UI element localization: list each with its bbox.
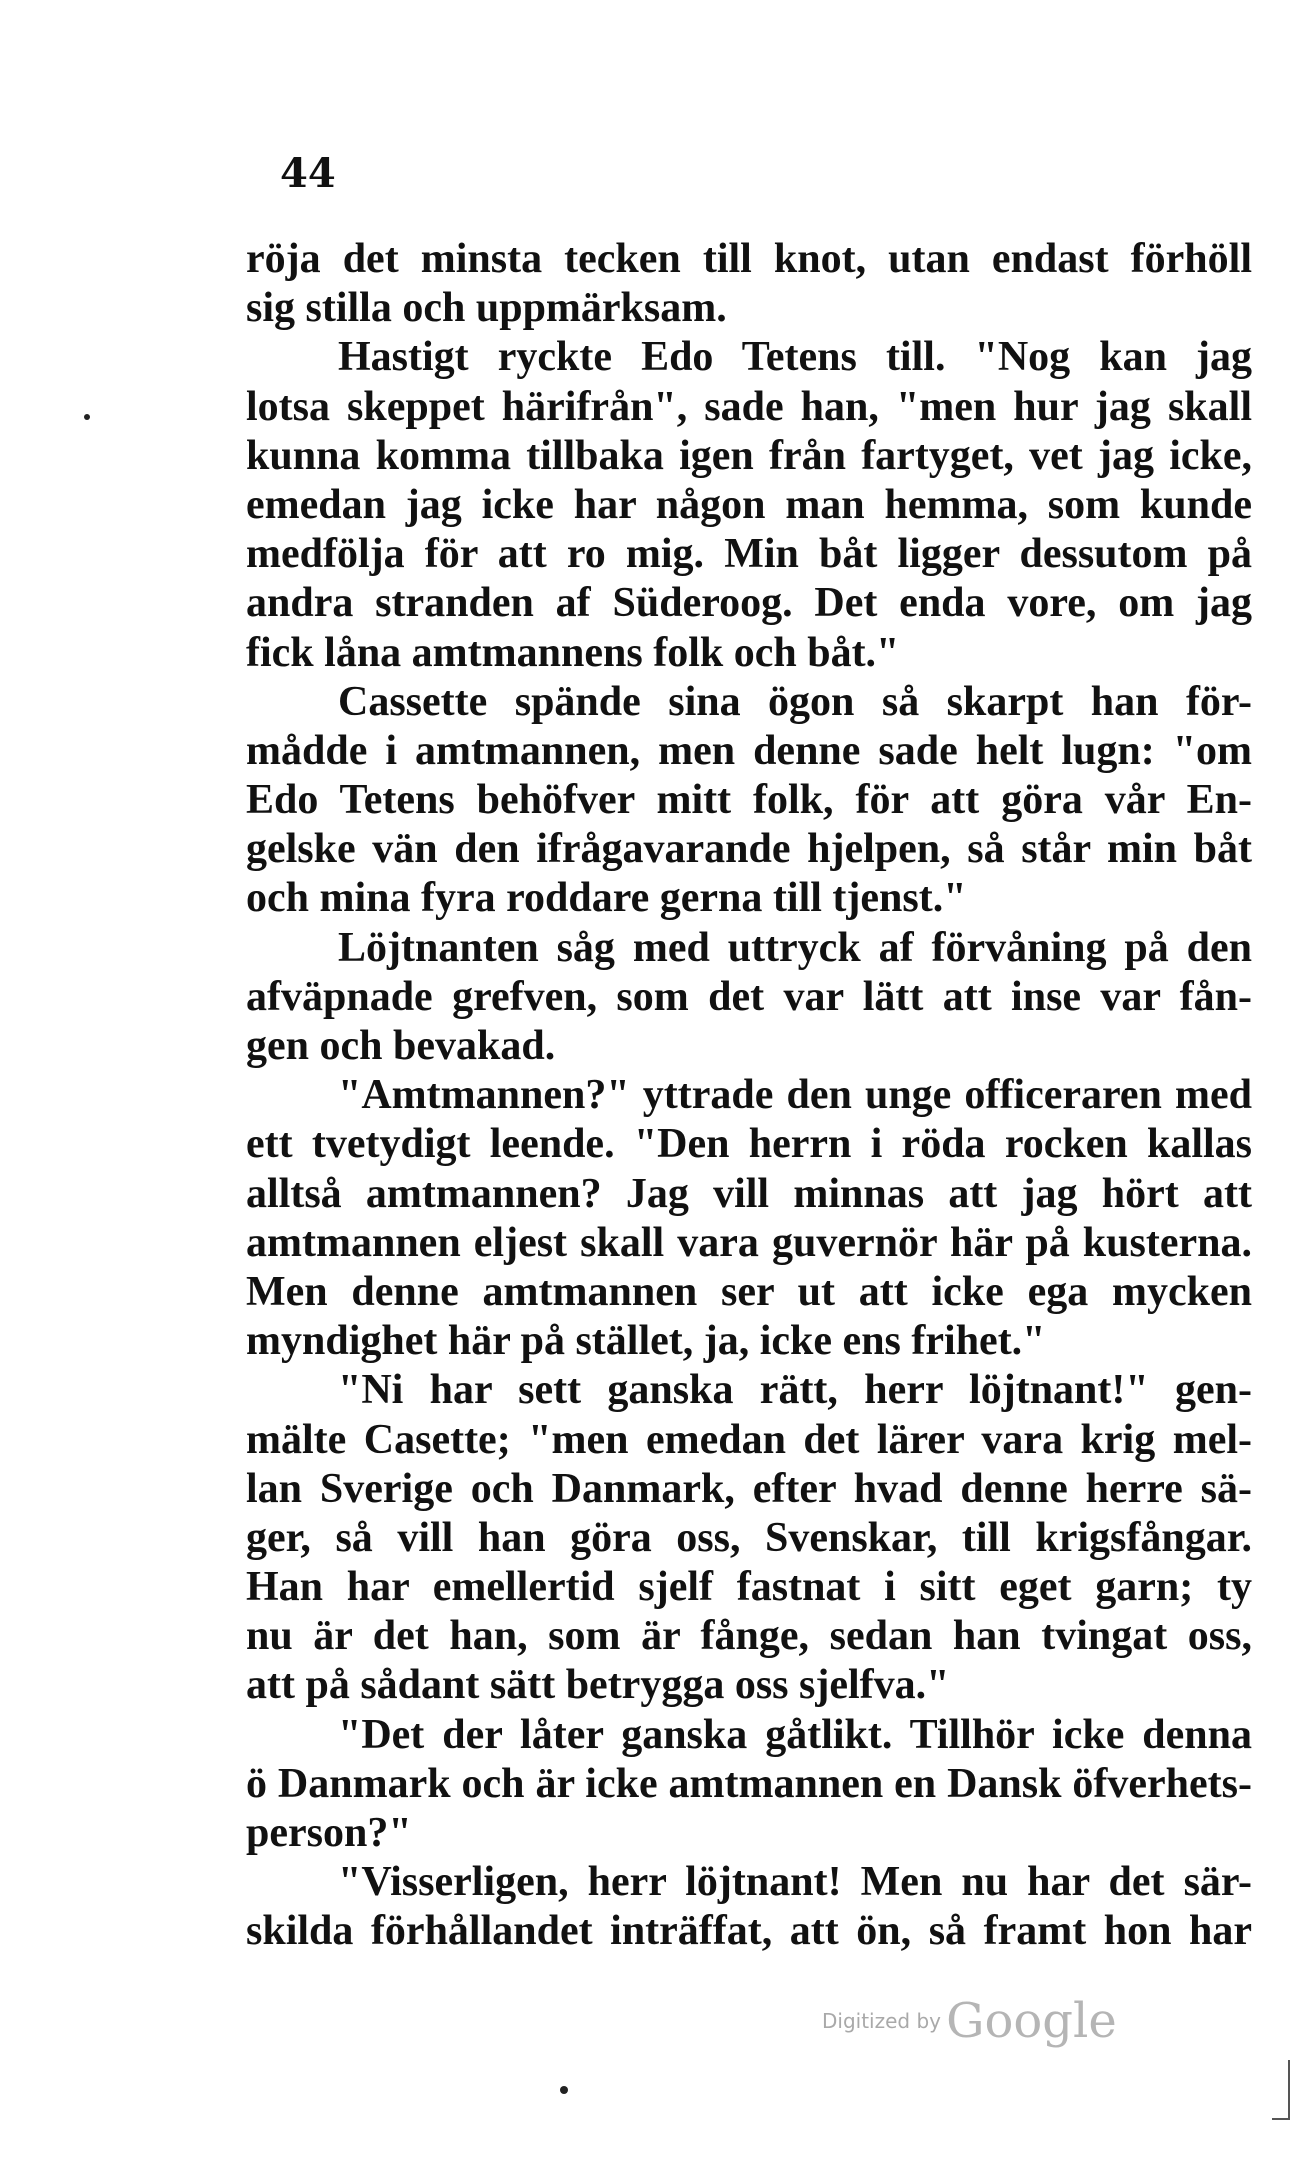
page-edge-mark <box>1288 2060 1290 2120</box>
text-line: Löjtnanten såg med uttryck af förvåning på den <box>338 924 1252 971</box>
text-line: afväpnade grefven, som det var lätt att inse var fån- <box>246 973 1252 1020</box>
text-line: nu är det han, som är fånge, sedan han tvingat oss, <box>246 1613 1252 1660</box>
scan-speck-bottom <box>560 2086 568 2094</box>
text-line: ger, så vill han göra oss, Svenskar, till krigsfångar. <box>246 1514 1252 1561</box>
text-line: alltså amtmannen? Jag vill minnas att jag hört att <box>246 1170 1252 1217</box>
text-line: andra stranden af Süderoog. Det enda vore, om jag <box>246 580 1252 627</box>
text-line: "Ni har sett ganska rätt, herr löjtnant!" gen- <box>338 1367 1252 1414</box>
text-line: Men denne amtmannen ser ut att icke ega mycken <box>246 1268 1252 1315</box>
text-line: myndighet här på stället, ja, icke ens frihet." <box>246 1318 1046 1365</box>
text-line: amtmannen eljest skall vara guvernör här på kusterna. <box>246 1219 1252 1266</box>
text-line: mådde i amtmannen, men denne sade helt lugn: "om <box>246 727 1252 774</box>
page-number: 44 <box>280 150 336 197</box>
text-line: och mina fyra roddare gerna till tjenst." <box>246 875 967 922</box>
text-line: ö Danmark och är icke amtmannen en Dansk öfverhets- <box>246 1760 1252 1807</box>
text-line: emedan jag icke har någon man hemma, som kunde <box>246 481 1252 528</box>
text-line: fick låna amtmannens folk och båt." <box>246 629 900 676</box>
text-line: lotsa skeppet härifrån", sade han, "men hur jag skall <box>246 383 1252 430</box>
text-line: lan Sverige och Danmark, efter hvad denne herre sä- <box>246 1465 1252 1512</box>
text-line: medfölja för att ro mig. Min båt ligger dessutom på <box>246 531 1252 578</box>
text-line: person?" <box>246 1810 412 1856</box>
body-text <box>246 235 1252 1957</box>
text-line: kunna komma tillbaka igen från fartyget, vet jag icke, <box>246 432 1252 479</box>
google-logo-text: Google <box>946 1993 1117 2049</box>
text-line: sig stilla och uppmärksam. <box>246 285 727 332</box>
text-line: Hastigt ryckte Edo Tetens till. "Nog kan jag <box>338 334 1252 381</box>
digitized-by-label: Digitized by <box>822 2009 941 2033</box>
text-line: mälte Casette; "men emedan det lärer vara krig mel- <box>246 1416 1252 1463</box>
digitized-by-watermark <box>822 1993 1117 2049</box>
scan-speck-left <box>84 414 90 420</box>
text-line: att på sådant sätt betrygga oss sjelfva." <box>246 1662 950 1709</box>
text-line: "Amtmannen?" yttrade den unge officeraren med <box>338 1072 1252 1119</box>
text-line: Han har emellertid sjelf fastnat i sitt eget garn; ty <box>246 1564 1252 1611</box>
text-line: gelske vän den ifrågavarande hjelpen, så står min båt <box>246 826 1252 873</box>
text-line: Cassette spände sina ögon så skarpt han för- <box>338 678 1252 725</box>
text-line: ett tvetydigt leende. "Den herrn i röda rocken kallas <box>246 1121 1252 1168</box>
text-line: röja det minsta tecken till knot, utan endast förhöll <box>246 236 1252 282</box>
text-line: skilda förhållandet inträffat, att ön, så framt hon har <box>246 1908 1252 1955</box>
text-line: gen och bevakad. <box>246 1023 556 1069</box>
text-line: Edo Tetens behöfver mitt folk, för att göra vår En- <box>246 777 1252 824</box>
page-corner-mark <box>1272 2118 1290 2120</box>
text-line: "Det der låter ganska gåtlikt. Tillhör icke denna <box>338 1711 1252 1758</box>
text-line: "Visserligen, herr löjtnant! Men nu har det sär- <box>338 1859 1252 1906</box>
